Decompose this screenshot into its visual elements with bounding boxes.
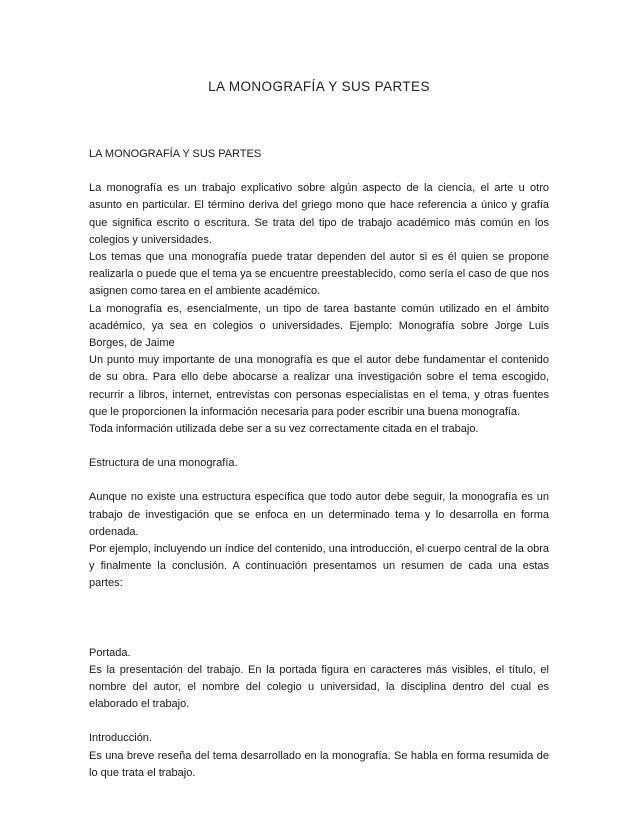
paragraph: Por ejemplo, incluyendo un índice del contenido, una introducción, el cuerpo central de la obra y finalmente la conclusión. A continuación presentamos un resumen de cada una estas partes: [89, 543, 549, 590]
structure-heading: Estructura de una monografía. [89, 457, 238, 470]
document-title: LA MONOGRAFÍA Y SUS PARTES [208, 79, 430, 94]
paragraph: La monografía es, esencialmente, un tipo de tarea bastante común utilizado en el ámbito académico, ya sea en colegios o universidades. Ejemplo: Monografía sobre Jorge Luis Borges, de Jaime [89, 302, 549, 350]
paragraph: La monografía es un trabajo explicativo sobre algún aspecto de la ciencia, el arte u otro asunto en particular. El término deriva del griego mono que hace referencia a único y grafía que significa escrito o escritura. Se trata del tipo de trabajo académico más común en los colegios y universidades. [89, 182, 549, 246]
paragraph: Aunque no existe una estructura específica que todo autor debe seguir, la monografía es un trabajo de investigación que se enfoca en un determinado tema y lo desarrolla en forma ordenada. [89, 491, 549, 538]
paragraph: Un punto muy importante de una monografía es que el autor debe fundamentar el contenido de su obra. Para ello debe abocarse a realizar una investigación sobre el tema escogido, recurrir a libros, internet, entrevistas con personas especialistas en el tema, y otras fuentes que le proporcionen la información necesaria para poder escribir una buena monografía. [89, 354, 549, 418]
paragraph: Es una breve reseña del tema desarrollado en la monografía. Se habla en forma resumida de lo que trata el trabajo. [89, 749, 549, 779]
introduction-heading: Introducción. [89, 732, 152, 745]
paragraph: Los temas que una monografía puede tratar dependen del autor si es él quien se propone realizarla o puede que el tema ya se encuentre preestablecido, como sería el caso de que nos asignen como tarea en el ambiente académico. [89, 251, 549, 298]
paragraph: Toda información utilizada debe ser a su vez correctamente citada en el trabajo. [89, 423, 479, 436]
document-body [89, 146, 549, 782]
section-subtitle: LA MONOGRAFÍA Y SUS PARTES [89, 148, 262, 160]
paragraph: Es la presentación del trabajo. En la portada figura en caracteres más visibles, el título, el nombre del autor, el nombre del colegio u universidad, la disciplina dentro del cual es elaborado el trabajo. [89, 663, 549, 711]
portada-heading: Portada. [89, 646, 131, 659]
